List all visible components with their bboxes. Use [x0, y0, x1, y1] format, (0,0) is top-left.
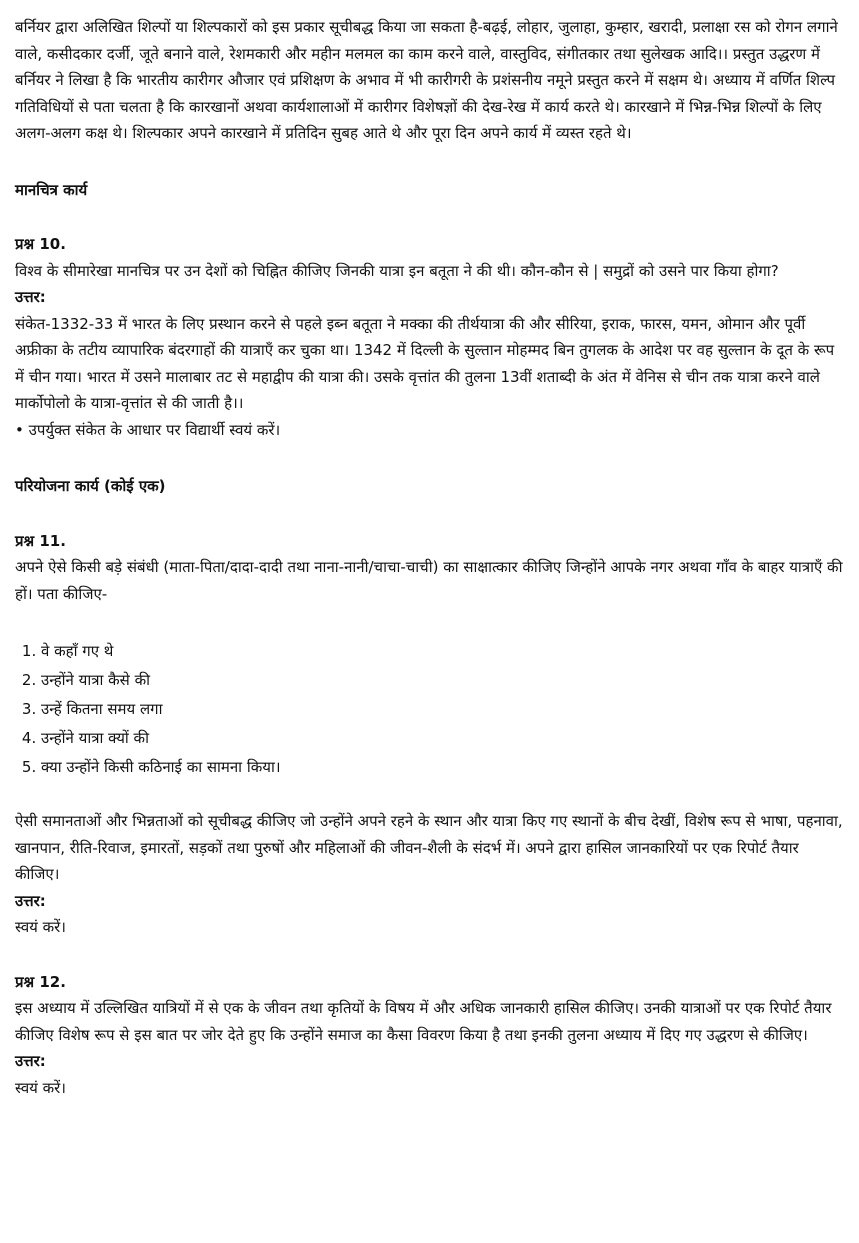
question-12-block [15, 969, 843, 1102]
list-item: 3. उन्हें कितना समय लगा [41, 695, 843, 724]
question-10-title: प्रश्न 10. [15, 235, 66, 253]
question-11-followup: ऐसी समानताओं और भिन्नताओं को सूचीबद्ध कीजिए जो उन्होंने अपने रहने के स्थान और यात्रा किए गए स्थानों के बीच देखीं, विशेष रूप से भाषा, पहनावा, खानपान, रीति-रिवाज, इमारतों, सड़कों तथा पुरुषों और महिलाओं की जीवन-शैली के संदर्भ में। अपने द्वारा हासिल जानकारियों पर एक रिपोर्ट तैयार कीजिए। [15, 812, 843, 883]
list-item: 5. क्या उन्होंने किसी कठिनाई का सामना किया। [41, 753, 843, 782]
section-heading-project-work: परियोजना कार्य (कोई एक) [15, 477, 166, 495]
question-11-list [15, 637, 843, 782]
question-10-answer-label: उत्तर: [15, 288, 46, 306]
list-item: 2. उन्होंने यात्रा कैसे की [41, 666, 843, 695]
question-11-answer: स्वयं करें। [15, 918, 66, 936]
question-10-note: • उपर्युक्त संकेत के आधार पर विद्यार्थी स्वयं करें। [15, 420, 281, 439]
question-11-answer-label: उत्तर: [15, 891, 46, 910]
section-heading-map-work: मानचित्र कार्य [15, 180, 88, 199]
question-12-answer-label: उत्तर: [15, 1052, 46, 1070]
question-12-text: इस अध्याय में उल्लिखित यात्रियों में से एक के जीवन तथा कृतियों के विषय में और अधिक जानकारी हासिल कीजिए। उनकी यात्राओं पर एक रिपोर्ट तैयार कीजिए विशेष रूप से इस बात पर जोर देते हुए कि उन्होंने समाज का कैसा विवरण किया है तथा इनकी तुलना अध्याय में दिए गए उद्धरण से कीजिए। [15, 999, 832, 1044]
question-11-title: प्रश्न 11. [15, 531, 66, 550]
intro-paragraph: बर्नियर द्वारा अलिखित शिल्पों या शिल्पकारों को इस प्रकार सूचीबद्ध किया जा सकता है-बढ़ई, लोहार, जुलाहा, कुम्हार, खरादी, प्रलाक्षा रस को रोगन लगाने वाले, कसीदकार दर्जी, जूते बनाने वाले, रेशमकारी और महीन मलमल का काम करने वाले, वास्तुविद, संगीतकार तथा सुलेखक आदि।। प्रस्तुत उद्धरण में बर्नियर ने लिखा है कि भारतीय कारीगर औजार एवं प्रशिक्षण के अभाव में भी कारीगरी के प्रशंसनीय नमूने प्रस्तुत करने में सक्षम थे। अध्याय में वर्णित शिल्प गतिविधियों से पता चलता है कि कारखानों अथवा कार्यशालाओं में कारीगर विशेषज्ञों की देख-रेख में कार्य करते थे। कारखाने में भिन्न-भिन्न शिल्पों के लिए अलग-अलग कक्ष थे। शिल्पकार अपने कारखाने में प्रतिदिन सुबह आते थे और पूरा दिन अपने कार्य में व्यस्त रहते थे। [15, 18, 838, 142]
question-11-block [15, 528, 843, 941]
list-item: 4. उन्होंने यात्रा क्यों की [41, 724, 843, 753]
list-item: 1. वे कहाँ गए थे [41, 637, 843, 666]
question-11-text: अपने ऐसे किसी बड़े संबंधी (माता-पिता/दादा-दादी तथा नाना-नानी/चाचा-चाची) का साक्षात्कार कीजिए जिन्होंने आपके नगर अथवा गाँव के बाहर यात्राएँ की हों। पता कीजिए- [15, 558, 843, 603]
question-12-answer: स्वयं करें। [15, 1078, 66, 1097]
question-12-title: प्रश्न 12. [15, 972, 66, 991]
question-10-block [15, 231, 843, 443]
question-10-answer: संकेत-1332-33 में भारत के लिए प्रस्थान करने से पहले इब्न बतूता ने मक्का की तीर्थयात्रा की और सीरिया, इराक, फारस, यमन, ओमान और पूर्वी अफ्रीका के तटीय व्यापारिक बंदरगाहों की यात्राएँ कर चुका था। 1342 में दिल्ली के सुल्तान मोहम्मद बिन तुगलक के आदेश पर वह सुल्तान के दूत के रूप में चीन गया। भारत में उसने मालाबार तट से महाद्वीप की यात्रा की। उसके वृत्तांत की तुलना 13वीं शताब्दी के अंत में वेनिस से चीन तक यात्रा करने वाले मार्कोपोलो के यात्रा-वृत्तांत से की जाती है।। [15, 314, 835, 412]
question-10-text: विश्व के सीमारेखा मानचित्र पर उन देशों को चिह्नित कीजिए जिनकी यात्रा इन बतूता ने की थी। कौन-कौन से | समुद्रों को उसने पार किया होगा? [15, 261, 779, 280]
